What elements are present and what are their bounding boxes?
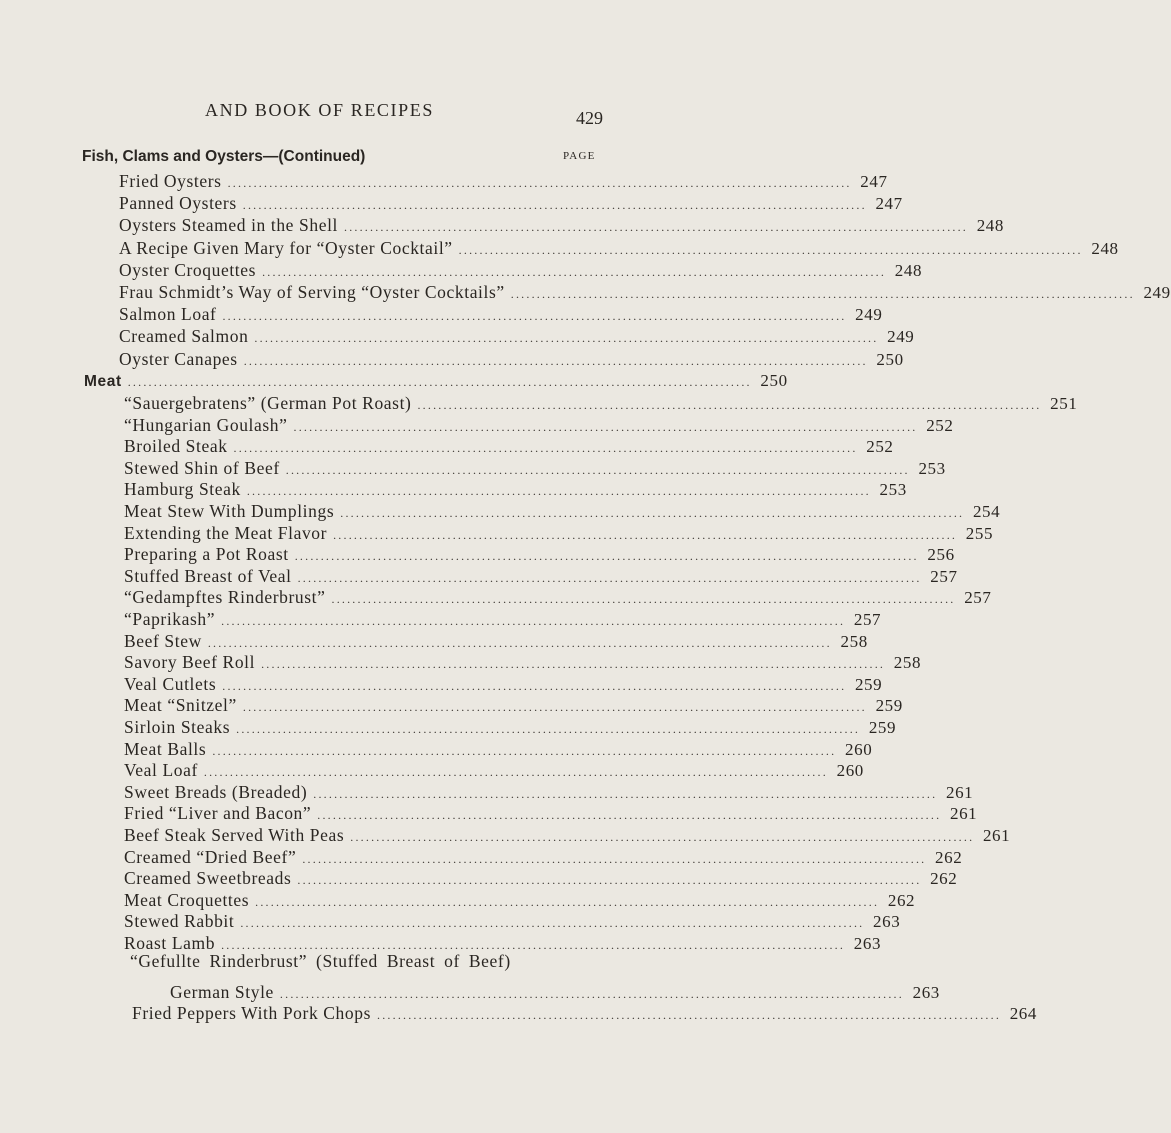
entry-title: “Hungarian Goulash” (124, 414, 288, 435)
gefullte-line-1: “Gefullte Rinderbrust” (Stuffed Breast of Beef) (130, 951, 511, 971)
entry-title: Stuffed Breast of Veal (124, 565, 292, 586)
entry-title: Fried “Liver and Bacon” (124, 803, 312, 824)
dot-leader: ........................................................................................................................ (510, 287, 1135, 301)
entry-page: 248 (976, 216, 1004, 236)
gefullte-line-2 (170, 981, 940, 1003)
entry-page: 247 (875, 194, 903, 214)
entry-title: Savory Beef Roll (124, 652, 256, 673)
dot-leader: ........................................................................................................................ (240, 916, 865, 931)
toc-entry (124, 759, 864, 781)
entry-title: “Gedampftes Rinderbrust” (124, 587, 326, 608)
entry-page: 258 (840, 631, 868, 651)
last-entry-title: Fried Peppers With Pork Chops (132, 1003, 372, 1023)
dot-leader: ........................................................................................................................ (236, 722, 861, 736)
entry-title: Meat Stew With Dumplings (124, 501, 335, 521)
dot-leader: ........................................................................................................................ (331, 592, 956, 607)
dot-leader: ........................................................................................................................ (293, 419, 918, 434)
entry-page: 263 (873, 912, 901, 932)
entry-title: Panned Oysters (119, 193, 237, 214)
page-column-label: PAGE (563, 150, 596, 162)
entry-title: Meat “Snitzel” (124, 695, 237, 716)
entry-title: Meat Balls (124, 738, 207, 759)
entry-page: 253 (879, 480, 907, 500)
entry-title: Beef Stew (124, 630, 202, 651)
dot-leader: ........................................................................................................................ (127, 375, 752, 389)
toc-entry (119, 237, 1119, 259)
dot-leader: ........................................................................................................................ (279, 987, 904, 1001)
dot-leader: ........................................................................................................................ (333, 527, 958, 542)
dot-leader: ........................................................................................................................ (458, 242, 1083, 257)
entry-title: Stewed Rabbit (124, 911, 235, 932)
dot-leader: ........................................................................................................................ (317, 808, 942, 823)
entry-title: Creamed “Dried Beef” (124, 846, 297, 867)
dot-leader: ........................................................................................................................ (222, 678, 847, 693)
dot-leader: ........................................................................................................................ (261, 657, 886, 672)
entry-page: 249 (887, 327, 915, 347)
dot-leader: ........................................................................................................................ (203, 765, 828, 780)
entry-page: 257 (930, 566, 958, 586)
toc-entry (124, 694, 903, 716)
entry-page: 249 (1143, 283, 1171, 302)
toc-entry (124, 392, 1078, 414)
dot-leader: ........................................................................................................................ (302, 851, 927, 866)
dot-leader: ........................................................................................................................ (254, 331, 879, 346)
entry-title: Hamburg Steak (124, 479, 241, 500)
entry-title: Veal Loaf (124, 760, 198, 781)
last-entry (132, 1002, 1038, 1024)
entry-page: 262 (887, 890, 916, 910)
toc-entry (124, 846, 963, 868)
entry-page: 262 (935, 847, 963, 867)
entry-title: Broiled Steak (124, 436, 228, 457)
dot-leader: ........................................................................................................................ (344, 220, 968, 235)
entry-page: 252 (926, 415, 954, 435)
toc-entry (124, 608, 882, 630)
dot-leader: ........................................................................................................................ (297, 873, 922, 888)
gefullte-style: German Style (170, 982, 274, 1002)
dot-leader: ........................................................................................................................ (227, 176, 852, 190)
entry-page: 248 (894, 260, 923, 280)
dot-leader: ........................................................................................................................ (340, 506, 965, 520)
toc-entry (124, 867, 958, 889)
toc-entry (124, 910, 901, 932)
entry-title: Oysters Steamed in the Shell (119, 215, 338, 236)
meat-heading: Meat (84, 373, 122, 390)
dot-leader: ........................................................................................................................ (285, 462, 910, 477)
dot-leader: ........................................................................................................................ (221, 614, 846, 628)
toc-entry (124, 565, 958, 587)
entry-page: 248 (1091, 238, 1119, 258)
entry-page: 261 (982, 826, 1011, 845)
entry-title: Preparing a Pot Roast (124, 544, 289, 565)
toc-entry (119, 348, 904, 370)
entry-page: 257 (853, 610, 882, 629)
toc-entry (124, 543, 955, 565)
entry-title: Sirloin Steaks (124, 717, 231, 737)
entry-title: “Sauergebratens” (German Pot Roast) (124, 393, 412, 413)
entry-title: Stewed Shin of Beef (124, 457, 280, 478)
toc-entry (124, 586, 992, 608)
entry-title: Meat Croquettes (124, 889, 250, 910)
entry-page: 260 (836, 761, 864, 781)
entry-page: 259 (854, 674, 883, 694)
page-number: 429 (576, 108, 603, 128)
dot-leader: ........................................................................................................................ (262, 264, 887, 279)
entry-title: A Recipe Given Mary for “Oyster Cocktail” (119, 237, 453, 258)
toc-entry (119, 192, 903, 214)
meat-section-entry (84, 370, 788, 392)
entry-page: 259 (868, 718, 897, 737)
toc-entry (124, 889, 916, 911)
dot-leader: ........................................................................................................................ (243, 353, 868, 368)
dot-leader: ........................................................................................................................ (212, 743, 837, 758)
entry-page: 261 (949, 804, 978, 824)
entry-title: Salmon Loaf (119, 304, 217, 325)
toc-entry (124, 414, 954, 436)
entry-title: Beef Steak Served With Peas (124, 825, 345, 845)
entry-page: 253 (918, 458, 946, 478)
dot-leader: ........................................................................................................................ (294, 549, 919, 564)
entry-page: 258 (893, 653, 922, 673)
entry-page: 262 (930, 869, 958, 889)
entry-page: 251 (1050, 394, 1078, 413)
toc-entry (119, 303, 883, 325)
entry-page: 249 (855, 305, 883, 325)
toc-entry (119, 214, 1004, 236)
entry-page: 254 (972, 502, 1001, 521)
dot-leader: ........................................................................................................................ (297, 570, 922, 585)
entry-page: 256 (927, 545, 955, 565)
toc-entry (124, 478, 907, 500)
toc-entry (124, 716, 897, 738)
dot-leader: ........................................................................................................................ (313, 786, 938, 801)
entry-page: 255 (965, 523, 994, 543)
entry-title: Roast Lamb (124, 933, 216, 953)
entry-page: 257 (964, 588, 992, 608)
last-entry-page: 264 (1009, 1004, 1038, 1023)
entry-title: Creamed Salmon (119, 326, 249, 347)
entry-title: Veal Cutlets (124, 673, 217, 694)
toc-entry (119, 259, 923, 281)
entry-page: 252 (866, 437, 894, 457)
entry-title: Sweet Breads (Breaded) (124, 781, 308, 802)
dot-leader: ........................................................................................................................ (350, 830, 975, 844)
entry-page: 261 (945, 782, 974, 802)
entry-title: Oyster Croquettes (119, 259, 257, 280)
toc-entry (124, 522, 994, 544)
entry-title: Frau Schmidt’s Way of Serving “Oyster Cocktails” (119, 282, 505, 302)
section-heading: Fish, Clams and Oysters—(Continued) (82, 148, 366, 165)
dot-leader: ........................................................................................................................ (377, 1008, 1002, 1022)
toc-entry (119, 325, 915, 347)
toc-entry (124, 500, 1001, 522)
dot-leader: ........................................................................................................................ (242, 198, 867, 213)
toc-entry (124, 781, 974, 803)
entry-title: Extending the Meat Flavor (124, 522, 328, 543)
toc-entry (119, 281, 1171, 303)
dot-leader: ........................................................................................................................ (417, 398, 1042, 412)
dot-leader: ........................................................................................................................ (207, 635, 832, 650)
entry-title: Creamed Sweetbreads (124, 868, 292, 889)
entry-page: 247 (860, 172, 888, 191)
entry-title: “Paprikash” (124, 609, 216, 629)
toc-entry (124, 802, 978, 824)
toc-entry (124, 630, 868, 652)
dot-leader: ........................................................................................................................ (255, 894, 880, 909)
toc-entry (124, 824, 1011, 846)
entry-page: 259 (875, 696, 903, 716)
dot-leader: ........................................................................................................................ (242, 700, 867, 715)
meat-page: 250 (760, 371, 788, 390)
dot-leader: ........................................................................................................................ (233, 441, 858, 456)
entry-title: Oyster Canapes (119, 348, 238, 369)
dot-leader: ........................................................................................................................ (246, 484, 871, 499)
dot-leader: ........................................................................................................................ (222, 309, 847, 324)
entry-title: Fried Oysters (119, 171, 222, 191)
running-head: AND BOOK OF RECIPES (205, 100, 434, 120)
toc-entry (119, 170, 888, 192)
gefullte-page: 263 (912, 983, 940, 1002)
toc-entry (124, 673, 883, 695)
toc-entry (124, 457, 946, 479)
entry-page: 260 (845, 739, 873, 759)
entry-page: 263 (853, 934, 882, 953)
toc-entry (124, 738, 873, 760)
toc-entry (124, 435, 894, 457)
entry-page: 250 (876, 349, 904, 369)
dot-leader: ........................................................................................................................ (221, 938, 846, 952)
toc-entry (124, 651, 922, 673)
